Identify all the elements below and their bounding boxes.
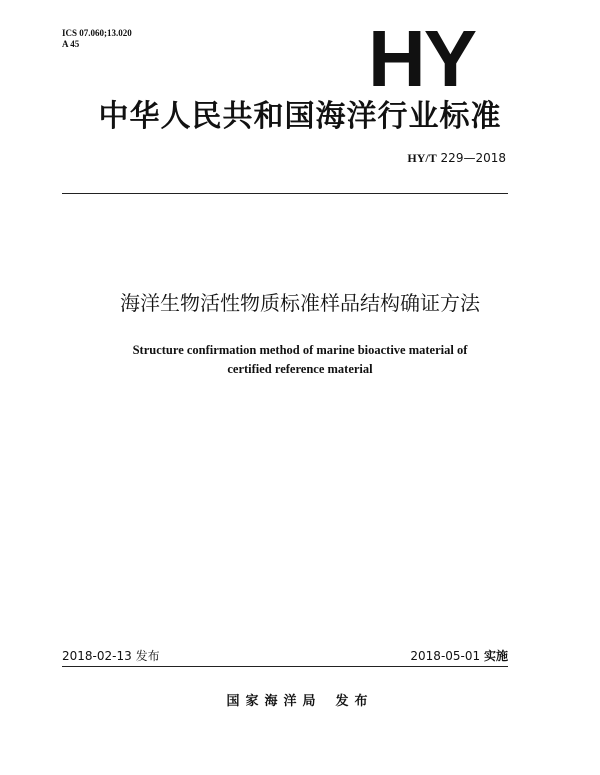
document-title-zh: 海洋生物活性物质标准样品结构确证方法 <box>120 291 480 315</box>
issue-date-line <box>62 648 160 664</box>
header-divider <box>62 193 508 194</box>
publish-label: 发布 <box>335 694 374 709</box>
publisher-line <box>0 693 600 711</box>
standard-number-value: 229—2018 <box>440 151 506 165</box>
document-title-en <box>0 341 600 379</box>
title-en-line-1: Structure confirmation method of marine bioactive material of <box>132 343 468 357</box>
hy-logo: HY <box>368 14 476 103</box>
ccs-code: A 45 <box>62 39 80 49</box>
title-en-line-2: certified reference material <box>227 362 373 376</box>
footer-divider <box>62 666 508 667</box>
implementation-date-line <box>410 648 508 664</box>
standard-number <box>407 150 506 166</box>
issue-label: 发布 <box>135 649 160 663</box>
standard-number-prefix: HY/T <box>407 151 437 165</box>
issue-date: 2018-02-13 <box>62 649 132 663</box>
publisher-name: 国家海洋局 <box>226 694 322 709</box>
implementation-date: 2018-05-01 <box>410 649 481 663</box>
standard-name: 中华人民共和国海洋行业标准 <box>98 99 502 134</box>
ics-classification <box>62 28 132 50</box>
implementation-label: 实施 <box>483 649 508 663</box>
ics-code: ICS 07.060;13.020 <box>62 28 132 38</box>
